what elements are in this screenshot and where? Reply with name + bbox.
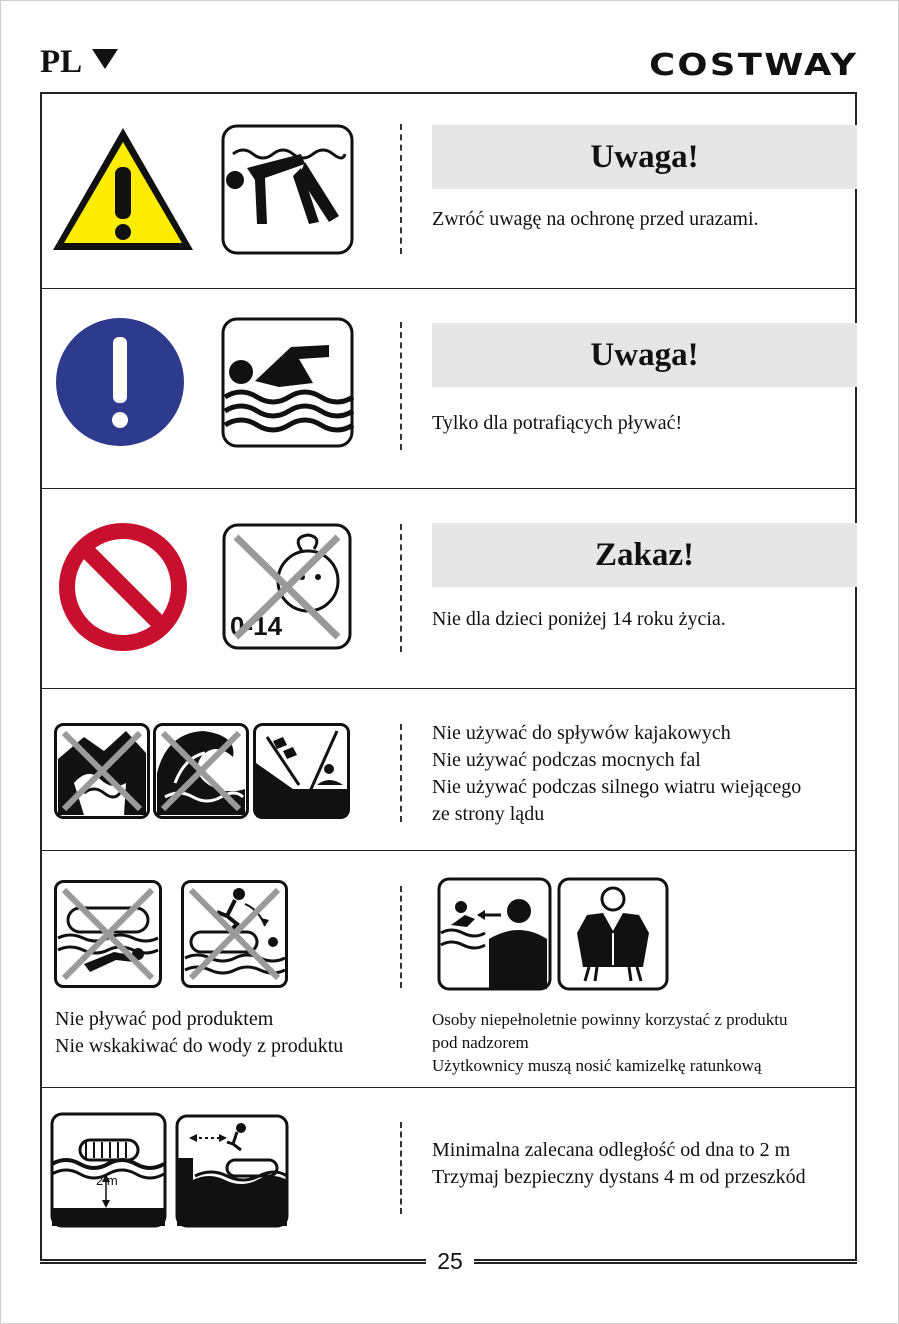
life-vest-icon xyxy=(557,877,669,991)
triangle-down-icon xyxy=(92,49,118,69)
no-jumping-from-product-icon xyxy=(181,880,288,988)
instruction-text: ze strony lądu xyxy=(432,803,545,825)
section-title: Uwaga! xyxy=(432,323,857,387)
section-title: Uwaga! xyxy=(432,125,857,189)
no-offshore-wind-icon xyxy=(253,723,350,819)
warning-triangle-icon xyxy=(50,125,196,253)
language-code: PL xyxy=(40,44,83,80)
instruction-text: Osoby niepełnoletnie powinny korzystać z produktu xyxy=(432,1010,788,1029)
instruction-text: Trzymaj bezpieczny dystans 4 m od przeszkód xyxy=(432,1166,806,1188)
instruction-text: Zwróć uwagę na ochronę przed urazami. xyxy=(432,208,759,230)
instruction-text: Nie używać podczas silnego wiatru wiejącego xyxy=(432,776,802,798)
supervision-icon xyxy=(437,877,552,991)
prohibition-circle-icon xyxy=(57,521,189,653)
instruction-text: Nie używać do spływów kajakowych xyxy=(432,722,731,744)
safe-distance-icon xyxy=(175,1114,289,1228)
dashed-separator xyxy=(400,124,402,254)
section-divider xyxy=(40,1087,857,1088)
depth-label: 2 m xyxy=(96,1173,118,1188)
mandatory-blue-circle-icon xyxy=(55,317,185,447)
instruction-text: Użytkownicy muszą nosić kamizelkę ratunkową xyxy=(432,1056,762,1075)
instruction-text: Nie pływać pod produktem xyxy=(55,1008,274,1030)
no-rafting-icon xyxy=(54,723,150,819)
section-title: Zakaz! xyxy=(432,523,857,587)
instruction-text: Nie wskakiwać do wody z produktu xyxy=(55,1035,344,1057)
diving-hazard-icon xyxy=(221,124,354,255)
instruction-text: Nie dla dzieci poniżej 14 roku życia. xyxy=(432,608,726,630)
dashed-separator xyxy=(400,524,402,652)
dashed-separator xyxy=(400,1122,402,1214)
footer-line xyxy=(474,1262,857,1264)
no-swimming-under-product-icon xyxy=(54,880,162,988)
instruction-text: Minimalna zalecana odległość od dna to 2 m xyxy=(432,1139,791,1161)
swimmer-icon xyxy=(221,317,354,448)
no-children-under-14-icon xyxy=(222,523,352,650)
age-label: 0-14 xyxy=(230,611,283,641)
footer-line xyxy=(40,1262,426,1264)
dashed-separator xyxy=(400,886,402,988)
section-divider xyxy=(40,688,857,689)
language-indicator xyxy=(40,44,118,81)
page-number: 25 xyxy=(426,1248,474,1275)
section-divider xyxy=(40,850,857,851)
instruction-text: Nie używać podczas mocnych fal xyxy=(432,749,701,771)
section-divider xyxy=(40,288,857,289)
instruction-text: pod nadzorem xyxy=(432,1033,529,1052)
section-divider xyxy=(40,488,857,489)
dashed-separator xyxy=(400,724,402,822)
no-strong-waves-icon xyxy=(153,723,249,819)
safety-panel xyxy=(40,92,857,1261)
brand-logo: COSTWAY xyxy=(648,48,858,83)
min-depth-icon xyxy=(50,1112,167,1228)
dashed-separator xyxy=(400,322,402,450)
instruction-text: Tylko dla potrafiących pływać! xyxy=(432,412,683,434)
